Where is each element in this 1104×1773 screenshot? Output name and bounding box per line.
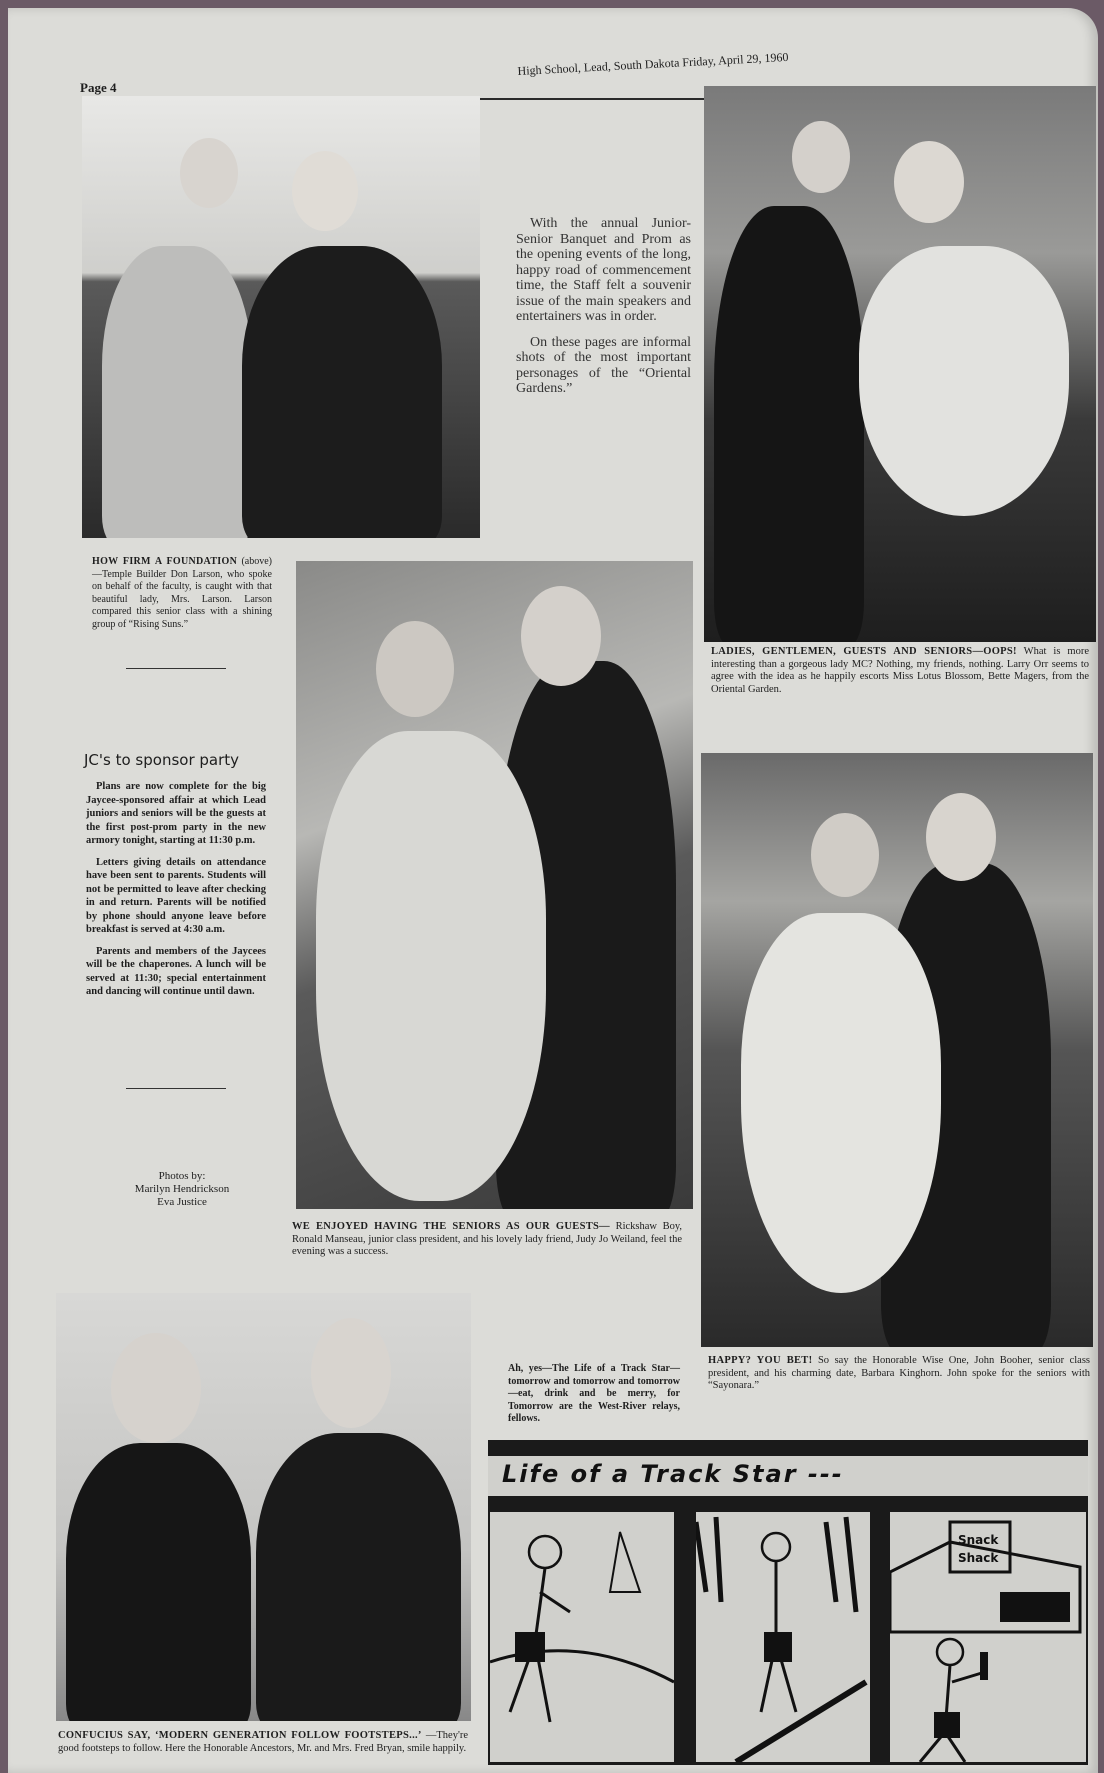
caption-larson	[92, 556, 272, 631]
caption-headline: WE ENJOYED HAVING THE SENIORS AS OUR GUESTS—	[292, 1221, 610, 1232]
runner-drawing-icon	[490, 1512, 674, 1762]
credits-name: Marilyn Hendrickson	[134, 1183, 230, 1195]
article-paragraph: Letters giving details on attendance have been sent to parents. Students will not be permitted to leave after checking in and return. Parents will be notified by phone should anyone leave before breakfast is served at 4:30 a.m.	[86, 856, 266, 935]
publication-dateline: High School, Lead, South Dakota Friday, April 29, 1960	[517, 49, 789, 79]
page-number: Page 4	[80, 80, 117, 95]
runner-trees-drawing-icon	[696, 1512, 870, 1762]
comic-title-bar	[488, 1456, 1088, 1496]
snack-shack-drawing-icon	[890, 1512, 1086, 1762]
caption-manseau-weiland	[292, 1221, 682, 1259]
caption-headline: HOW FIRM A FOUNDATION	[92, 556, 238, 567]
svg-text:Shack: Shack	[958, 1551, 999, 1565]
caption-headline: LADIES, GENTLEMEN, GUESTS AND SENIORS—OOPS!	[711, 646, 1017, 657]
photo-credits	[92, 1170, 272, 1209]
credits-name: Eva Justice	[157, 1196, 207, 1208]
caption-body: What is more interesting than a gorgeous lady MC? Nothing, my friends, nothing. Larry Orr seems to agree with the idea as he happily escorts Miss Lotus Blossom, Bette Magers, from the Oriental Garden.	[711, 646, 1089, 695]
comic-panel-3	[890, 1512, 1086, 1762]
intro-paragraph: On these pages are informal shots of the most important personages of the “Oriental Gardens.”	[516, 334, 691, 396]
caption-body: Rickshaw Boy, Ronald Manseau, junior class president, and his lovely lady friend, Judy Jo Weiland, feel the evening was a success.	[292, 1221, 683, 1257]
intro-text	[516, 216, 691, 407]
caption-booher-kinghorn	[708, 1355, 1090, 1393]
comic-panel-2	[696, 1512, 870, 1762]
article-paragraph: Parents and members of the Jaycees will be the chaperones. A lunch will be served at 11:30; special entertainment and dancing will continue until dawn.	[86, 945, 266, 997]
divider	[126, 1088, 226, 1089]
svg-text:Snack: Snack	[958, 1533, 999, 1547]
photo-booher-kinghorn	[701, 753, 1093, 1347]
comic-title: Life of a Track Star ---	[502, 1460, 844, 1488]
credits-label: Photos by:	[158, 1170, 206, 1182]
divider	[126, 668, 226, 669]
photo-bryan	[56, 1293, 471, 1721]
caption-headline: CONFUCIUS SAY, ‘MODERN GENERATION FOLLOW FOOTSTEPS...’	[58, 1730, 422, 1741]
comic-panel-1	[490, 1512, 674, 1762]
photo-orr-magers	[704, 86, 1096, 642]
intro-paragraph: With the annual Junior-Senior Banquet and Prom as the opening events of the long, happy road of commencement time, the Staff felt a souvenir issue of the main speakers and entertainers was in order.	[516, 216, 691, 324]
caption-orr-magers	[711, 646, 1089, 696]
comic-strip	[488, 1440, 1088, 1765]
caption-headline: HAPPY? YOU BET!	[708, 1355, 813, 1366]
caption-track-star: Ah, yes—The Life of a Track Star—tomorrow and tomorrow and tomorrow—eat, drink and be merry, for Tomorrow are the West-River relays, fellows.	[508, 1363, 680, 1424]
photo-manseau-weiland	[296, 561, 693, 1209]
photo-larson	[82, 96, 480, 538]
caption-body: So say the Honorable Wise One, John Booher, senior class president, and his charming date, Barbara Kinghorn. John spoke for the seniors with “Sayonara.”	[708, 1355, 1090, 1391]
caption-body: —They're good footsteps to follow. Here the Honorable Ancestors, Mr. and Mrs. Fred Bryan, smile happily.	[58, 1730, 469, 1754]
article-paragraph: Plans are now complete for the big Jaycee-sponsored affair at which Lead juniors and seniors will be the guests at the first post-prom party in the new armory tonight, starting at 11:30 p.m.	[86, 781, 266, 846]
caption-bryan	[58, 1730, 468, 1755]
article-title: JC's to sponsor party	[84, 751, 240, 769]
article-body	[86, 780, 266, 1007]
caption-body: (above)—Temple Builder Don Larson, who spoke on behalf of the faculty, is caught with that beautiful lady, Mrs. Larson. Larson compared this senior class with a shining group of “Rising Suns.”	[92, 556, 273, 630]
newspaper-page	[8, 8, 1098, 1773]
